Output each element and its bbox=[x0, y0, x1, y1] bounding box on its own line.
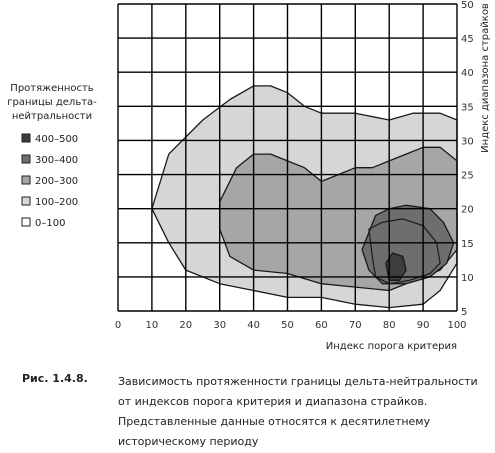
y-tick-labels bbox=[461, 0, 474, 318]
legend-title-line: нейтральности bbox=[11, 111, 93, 122]
legend-swatch bbox=[22, 155, 30, 163]
y-tick-label: 25 bbox=[461, 170, 474, 182]
y-tick-label: 40 bbox=[461, 68, 474, 80]
legend-label: 400–500 bbox=[35, 134, 79, 145]
legend-label: 200–300 bbox=[35, 176, 79, 187]
x-tick-label: 80 bbox=[382, 320, 396, 331]
x-tick-label: 100 bbox=[447, 320, 467, 331]
x-tick-label: 40 bbox=[247, 320, 260, 331]
legend-swatch bbox=[22, 197, 30, 205]
y-tick-label: 5 bbox=[461, 307, 468, 318]
x-tick-label: 30 bbox=[213, 320, 227, 331]
contour-fills bbox=[152, 86, 457, 308]
y-tick-label: 10 bbox=[461, 272, 474, 284]
x-axis-title: Индекс порога критерия bbox=[325, 341, 457, 352]
y-tick-label: 15 bbox=[461, 238, 474, 250]
x-tick-label: 60 bbox=[315, 320, 328, 331]
y-tick-label: 50 bbox=[461, 0, 474, 11]
x-tick-label: 0 bbox=[114, 320, 122, 331]
y-axis-title: Индекс диапазона страйков bbox=[480, 3, 491, 153]
x-tick-label: 70 bbox=[348, 320, 362, 331]
legend-swatch bbox=[22, 218, 30, 226]
x-tick-label: 20 bbox=[179, 320, 193, 331]
legend-label: 300–400 bbox=[35, 155, 79, 166]
x-tick-label: 90 bbox=[416, 320, 430, 331]
y-tick-label: 45 bbox=[461, 34, 474, 46]
y-tick-label: 35 bbox=[461, 102, 474, 114]
legend-title-line: Протяженность bbox=[10, 83, 94, 94]
x-tick-labels bbox=[115, 320, 467, 331]
legend-title-line: границы дельта- bbox=[7, 97, 97, 108]
caption-text: Зависимость протяженности границы дельта-нейтральности от индексов порога критерия и диапазона страйков. Представленные данные относятся к десятилетнему историческому периоду bbox=[118, 375, 478, 448]
x-tick-label: 10 bbox=[145, 320, 159, 331]
legend bbox=[7, 83, 97, 229]
y-tick-label: 20 bbox=[461, 204, 474, 216]
x-tick-label: 50 bbox=[281, 320, 294, 331]
legend-label: 100–200 bbox=[35, 197, 79, 208]
legend-label: 0–100 bbox=[35, 218, 66, 229]
legend-swatch bbox=[22, 176, 30, 184]
caption-label: Рис. 1.4.8. bbox=[22, 372, 88, 385]
y-tick-label: 30 bbox=[461, 136, 474, 148]
legend-swatch bbox=[22, 134, 30, 142]
